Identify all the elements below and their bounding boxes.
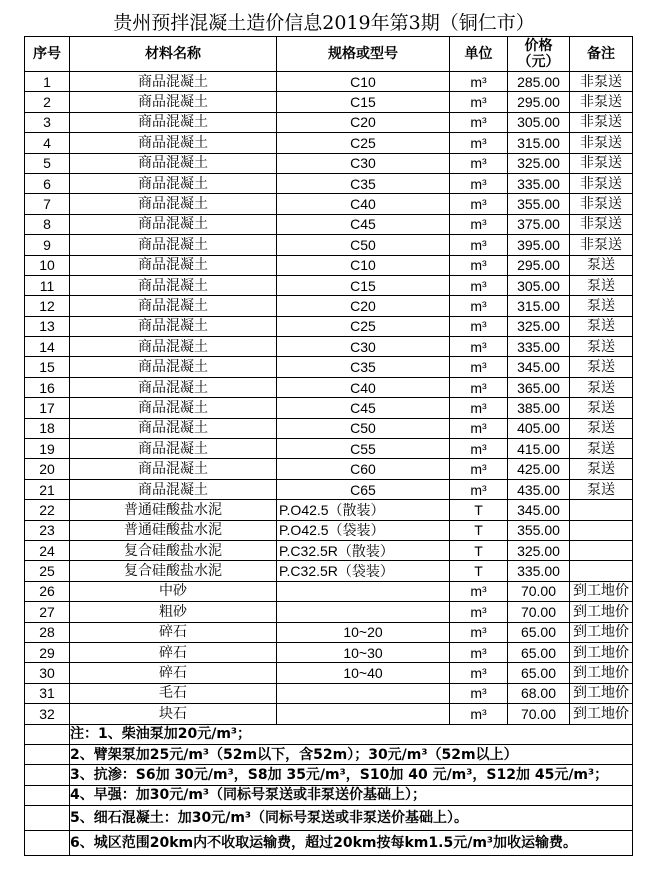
- table-row: [25, 704, 633, 724]
- header-remark: 备注: [570, 37, 633, 72]
- cell-no: 2: [25, 92, 70, 112]
- cell-unit: m³: [450, 92, 508, 112]
- header-no: 序号: [25, 37, 70, 72]
- cell-remark: 泵送: [570, 275, 633, 295]
- cell-remark: 到工地价: [570, 581, 633, 601]
- cell-spec: C60: [277, 459, 450, 479]
- cell-remark: 非泵送: [570, 92, 633, 112]
- cell-no: 15: [25, 357, 70, 377]
- cell-material-name: 复合硅酸盐水泥: [70, 561, 277, 581]
- table-row: [25, 418, 633, 438]
- note-text: 6、城区范围20km内不收取运输费，超过20km按每km1.5元/m³加收运输费。: [70, 831, 633, 856]
- cell-unit: m³: [450, 377, 508, 397]
- cell-no: 21: [25, 479, 70, 499]
- cell-price: 435.00: [508, 479, 570, 499]
- cell-material-name: 商品混凝土: [70, 439, 277, 459]
- cell-material-name: 商品混凝土: [70, 296, 277, 316]
- cell-spec: P.O42.5（袋装）: [277, 520, 450, 540]
- cell-price: 345.00: [508, 500, 570, 520]
- cell-unit: m³: [450, 439, 508, 459]
- cell-no: 28: [25, 622, 70, 642]
- cell-no: 19: [25, 439, 70, 459]
- cell-material-name: 商品混凝土: [70, 92, 277, 112]
- cell-price: 305.00: [508, 275, 570, 295]
- cell-no: 31: [25, 683, 70, 703]
- cell-no: 14: [25, 337, 70, 357]
- cell-unit: m³: [450, 296, 508, 316]
- cell-price: 365.00: [508, 377, 570, 397]
- table-row: [25, 520, 633, 540]
- cell-unit: m³: [450, 214, 508, 234]
- cell-unit: m³: [450, 255, 508, 275]
- cell-price: 405.00: [508, 418, 570, 438]
- note-text: 5、细石混凝土：加30元/m³（同标号泵送或非泵送价基础上）。: [70, 806, 633, 831]
- cell-material-name: 商品混凝土: [70, 479, 277, 499]
- note-row: [25, 765, 633, 785]
- cell-material-name: 中砂: [70, 581, 277, 601]
- cell-price: 295.00: [508, 255, 570, 275]
- cell-price: 70.00: [508, 581, 570, 601]
- cell-spec: [277, 602, 450, 622]
- cell-remark: 泵送: [570, 357, 633, 377]
- cell-unit: T: [450, 540, 508, 560]
- cell-price: 70.00: [508, 704, 570, 724]
- cell-material-name: 碎石: [70, 622, 277, 642]
- cell-spec: C20: [277, 112, 450, 132]
- table-row: [25, 357, 633, 377]
- header-price-line2: （元）: [517, 54, 560, 70]
- cell-price: 325.00: [508, 153, 570, 173]
- cell-no: 23: [25, 520, 70, 540]
- cell-spec: C50: [277, 235, 450, 255]
- notes-section: [25, 724, 633, 856]
- cell-material-name: 普通硅酸盐水泥: [70, 520, 277, 540]
- cell-no: 24: [25, 540, 70, 560]
- cell-no: 5: [25, 153, 70, 173]
- cell-spec: C40: [277, 377, 450, 397]
- cell-unit: T: [450, 500, 508, 520]
- cell-no: 8: [25, 214, 70, 234]
- cell-no: 1: [25, 72, 70, 92]
- cell-remark: 泵送: [570, 255, 633, 275]
- cell-material-name: 毛石: [70, 683, 277, 703]
- table-row: [25, 500, 633, 520]
- cell-spec: [277, 581, 450, 601]
- table-row: [25, 540, 633, 560]
- cell-material-name: 商品混凝土: [70, 173, 277, 193]
- table-row: [25, 173, 633, 193]
- cell-spec: C25: [277, 316, 450, 336]
- cell-spec: C55: [277, 439, 450, 459]
- cell-no: 25: [25, 561, 70, 581]
- table-header-row: [25, 37, 633, 72]
- cell-remark: 非泵送: [570, 133, 633, 153]
- table-row: [25, 214, 633, 234]
- cell-unit: m³: [450, 133, 508, 153]
- cell-spec: [277, 683, 450, 703]
- cell-material-name: 商品混凝土: [70, 316, 277, 336]
- table-row: [25, 194, 633, 214]
- cell-remark: 到工地价: [570, 683, 633, 703]
- cell-spec: 10~20: [277, 622, 450, 642]
- cell-price: 335.00: [508, 337, 570, 357]
- cell-price: 295.00: [508, 92, 570, 112]
- cell-material-name: 碎石: [70, 663, 277, 683]
- cell-material-name: 商品混凝土: [70, 459, 277, 479]
- cell-unit: m³: [450, 316, 508, 336]
- cell-no: 10: [25, 255, 70, 275]
- cell-no: 29: [25, 642, 70, 662]
- cell-spec: P.C32.5R（散装）: [277, 540, 450, 560]
- table-row: [25, 602, 633, 622]
- note-row: [25, 785, 633, 805]
- cell-spec: C15: [277, 92, 450, 112]
- cell-remark: 非泵送: [570, 112, 633, 132]
- cell-unit: m³: [450, 153, 508, 173]
- cell-no: 16: [25, 377, 70, 397]
- cell-no: 13: [25, 316, 70, 336]
- cell-price: 65.00: [508, 642, 570, 662]
- header-spec: 规格或型号: [277, 37, 450, 72]
- table-row: [25, 377, 633, 397]
- note-row: [25, 806, 633, 831]
- cell-remark: 泵送: [570, 459, 633, 479]
- cell-unit: m³: [450, 683, 508, 703]
- table-row: [25, 112, 633, 132]
- cell-unit: m³: [450, 581, 508, 601]
- note-text: 2、臂架泵加25元/m³（52m以下，含52m）；30元/m³（52m以上）: [70, 744, 633, 764]
- cell-material-name: 商品混凝土: [70, 418, 277, 438]
- cell-price: 325.00: [508, 316, 570, 336]
- cell-unit: T: [450, 520, 508, 540]
- cell-unit: m³: [450, 479, 508, 499]
- page-title: 贵州预拌混凝土造价信息2019年第3期（铜仁市）: [113, 12, 535, 34]
- cell-remark: [570, 561, 633, 581]
- cell-remark: 到工地价: [570, 602, 633, 622]
- note-row: [25, 831, 633, 856]
- cell-spec: [277, 704, 450, 724]
- table-row: [25, 133, 633, 153]
- cell-unit: m³: [450, 418, 508, 438]
- cell-price: 385.00: [508, 398, 570, 418]
- cell-spec: C25: [277, 133, 450, 153]
- cell-price: 315.00: [508, 133, 570, 153]
- cell-spec: C65: [277, 479, 450, 499]
- cell-unit: m³: [450, 704, 508, 724]
- cell-unit: m³: [450, 194, 508, 214]
- cell-no: 3: [25, 112, 70, 132]
- cell-spec: P.C32.5R（袋装）: [277, 561, 450, 581]
- table-row: [25, 275, 633, 295]
- cell-spec: 10~30: [277, 642, 450, 662]
- note-blank-cell: [25, 806, 70, 831]
- cell-unit: m³: [450, 602, 508, 622]
- cell-remark: 非泵送: [570, 194, 633, 214]
- cell-unit: m³: [450, 459, 508, 479]
- cell-material-name: 粗砂: [70, 602, 277, 622]
- cell-remark: 到工地价: [570, 663, 633, 683]
- table-row: [25, 316, 633, 336]
- cell-remark: [570, 500, 633, 520]
- cell-unit: m³: [450, 112, 508, 132]
- cell-unit: m³: [450, 642, 508, 662]
- header-material-name: 材料名称: [70, 37, 277, 72]
- table-row: [25, 459, 633, 479]
- cell-spec: C10: [277, 255, 450, 275]
- cell-spec: P.O42.5（散装）: [277, 500, 450, 520]
- table-row: [25, 92, 633, 112]
- cell-no: 17: [25, 398, 70, 418]
- table-row: [25, 153, 633, 173]
- header-price: [508, 37, 570, 72]
- cell-remark: 非泵送: [570, 235, 633, 255]
- cell-remark: 到工地价: [570, 642, 633, 662]
- header-price-line1: 价格: [524, 38, 553, 54]
- cell-material-name: 商品混凝土: [70, 133, 277, 153]
- cell-no: 12: [25, 296, 70, 316]
- price-table: [24, 36, 633, 856]
- cell-price: 65.00: [508, 663, 570, 683]
- cell-spec: C30: [277, 153, 450, 173]
- table-row: [25, 683, 633, 703]
- cell-price: 70.00: [508, 602, 570, 622]
- cell-remark: 泵送: [570, 398, 633, 418]
- cell-material-name: 商品混凝土: [70, 398, 277, 418]
- cell-remark: 非泵送: [570, 214, 633, 234]
- cell-price: 68.00: [508, 683, 570, 703]
- cell-price: 285.00: [508, 72, 570, 92]
- cell-remark: 泵送: [570, 418, 633, 438]
- cell-spec: C45: [277, 398, 450, 418]
- cell-material-name: 复合硅酸盐水泥: [70, 540, 277, 560]
- table-row: [25, 72, 633, 92]
- cell-no: 20: [25, 459, 70, 479]
- cell-no: 30: [25, 663, 70, 683]
- cell-remark: 泵送: [570, 296, 633, 316]
- cell-no: 11: [25, 275, 70, 295]
- cell-material-name: 商品混凝土: [70, 214, 277, 234]
- cell-price: 425.00: [508, 459, 570, 479]
- cell-spec: C40: [277, 194, 450, 214]
- cell-price: 305.00: [508, 112, 570, 132]
- cell-remark: 泵送: [570, 316, 633, 336]
- cell-material-name: 商品混凝土: [70, 377, 277, 397]
- header-unit: 单位: [450, 37, 508, 72]
- table-row: [25, 255, 633, 275]
- cell-no: 26: [25, 581, 70, 601]
- cell-material-name: 商品混凝土: [70, 337, 277, 357]
- note-blank-cell: [25, 724, 70, 744]
- note-blank-cell: [25, 765, 70, 785]
- cell-remark: 泵送: [570, 337, 633, 357]
- table-body: [25, 72, 633, 725]
- table-row: [25, 439, 633, 459]
- cell-material-name: 商品混凝土: [70, 153, 277, 173]
- cell-price: 65.00: [508, 622, 570, 642]
- note-row: [25, 724, 633, 744]
- cell-no: 18: [25, 418, 70, 438]
- cell-price: 415.00: [508, 439, 570, 459]
- cell-remark: [570, 520, 633, 540]
- cell-spec: 10~40: [277, 663, 450, 683]
- cell-price: 375.00: [508, 214, 570, 234]
- cell-no: 9: [25, 235, 70, 255]
- table-row: [25, 398, 633, 418]
- cell-spec: C10: [277, 72, 450, 92]
- cell-material-name: 商品混凝土: [70, 72, 277, 92]
- table-row: [25, 581, 633, 601]
- cell-price: 315.00: [508, 296, 570, 316]
- cell-material-name: 商品混凝土: [70, 112, 277, 132]
- cell-price: 355.00: [508, 520, 570, 540]
- cell-spec: C35: [277, 173, 450, 193]
- cell-unit: m³: [450, 173, 508, 193]
- table-row: [25, 622, 633, 642]
- cell-material-name: 商品混凝土: [70, 255, 277, 275]
- note-text: 注：1、柴油泵加20元/m³；: [70, 724, 633, 744]
- cell-spec: C30: [277, 337, 450, 357]
- cell-material-name: 商品混凝土: [70, 194, 277, 214]
- note-blank-cell: [25, 744, 70, 764]
- cell-unit: m³: [450, 337, 508, 357]
- cell-unit: m³: [450, 72, 508, 92]
- cell-unit: m³: [450, 357, 508, 377]
- cell-price: 395.00: [508, 235, 570, 255]
- cell-unit: m³: [450, 275, 508, 295]
- cell-price: 345.00: [508, 357, 570, 377]
- cell-no: 6: [25, 173, 70, 193]
- cell-material-name: 商品混凝土: [70, 235, 277, 255]
- table-row: [25, 337, 633, 357]
- cell-remark: 泵送: [570, 439, 633, 459]
- cell-no: 32: [25, 704, 70, 724]
- cell-material-name: 碎石: [70, 642, 277, 662]
- cell-unit: T: [450, 561, 508, 581]
- note-blank-cell: [25, 785, 70, 805]
- cell-remark: 到工地价: [570, 704, 633, 724]
- cell-spec: C15: [277, 275, 450, 295]
- table-row: [25, 479, 633, 499]
- table-row: [25, 296, 633, 316]
- cell-no: 27: [25, 602, 70, 622]
- cell-no: 7: [25, 194, 70, 214]
- cell-no: 22: [25, 500, 70, 520]
- cell-no: 4: [25, 133, 70, 153]
- table-row: [25, 642, 633, 662]
- table-row: [25, 561, 633, 581]
- cell-remark: [570, 540, 633, 560]
- cell-remark: 非泵送: [570, 72, 633, 92]
- cell-material-name: 块石: [70, 704, 277, 724]
- cell-spec: C45: [277, 214, 450, 234]
- cell-remark: 非泵送: [570, 153, 633, 173]
- cell-remark: 泵送: [570, 377, 633, 397]
- cell-unit: m³: [450, 235, 508, 255]
- cell-unit: m³: [450, 398, 508, 418]
- table-row: [25, 235, 633, 255]
- note-text: 4、早强：加30元/m³（同标号泵送或非泵送价基础上）；: [70, 785, 633, 805]
- cell-spec: C50: [277, 418, 450, 438]
- cell-material-name: 商品混凝土: [70, 275, 277, 295]
- cell-material-name: 普通硅酸盐水泥: [70, 500, 277, 520]
- note-row: [25, 744, 633, 764]
- cell-price: 335.00: [508, 173, 570, 193]
- note-blank-cell: [25, 831, 70, 856]
- cell-spec: C35: [277, 357, 450, 377]
- cell-remark: 泵送: [570, 479, 633, 499]
- cell-price: 355.00: [508, 194, 570, 214]
- cell-material-name: 商品混凝土: [70, 357, 277, 377]
- cell-unit: m³: [450, 663, 508, 683]
- cell-remark: 到工地价: [570, 622, 633, 642]
- note-text: 3、抗渗：S6加 30元/m³，S8加 35元/m³，S10加 40 元/m³，S12加 45元/m³；: [70, 765, 633, 785]
- table-row: [25, 663, 633, 683]
- cell-unit: m³: [450, 622, 508, 642]
- cell-remark: 非泵送: [570, 173, 633, 193]
- cell-spec: C20: [277, 296, 450, 316]
- cell-price: 335.00: [508, 561, 570, 581]
- cell-price: 325.00: [508, 540, 570, 560]
